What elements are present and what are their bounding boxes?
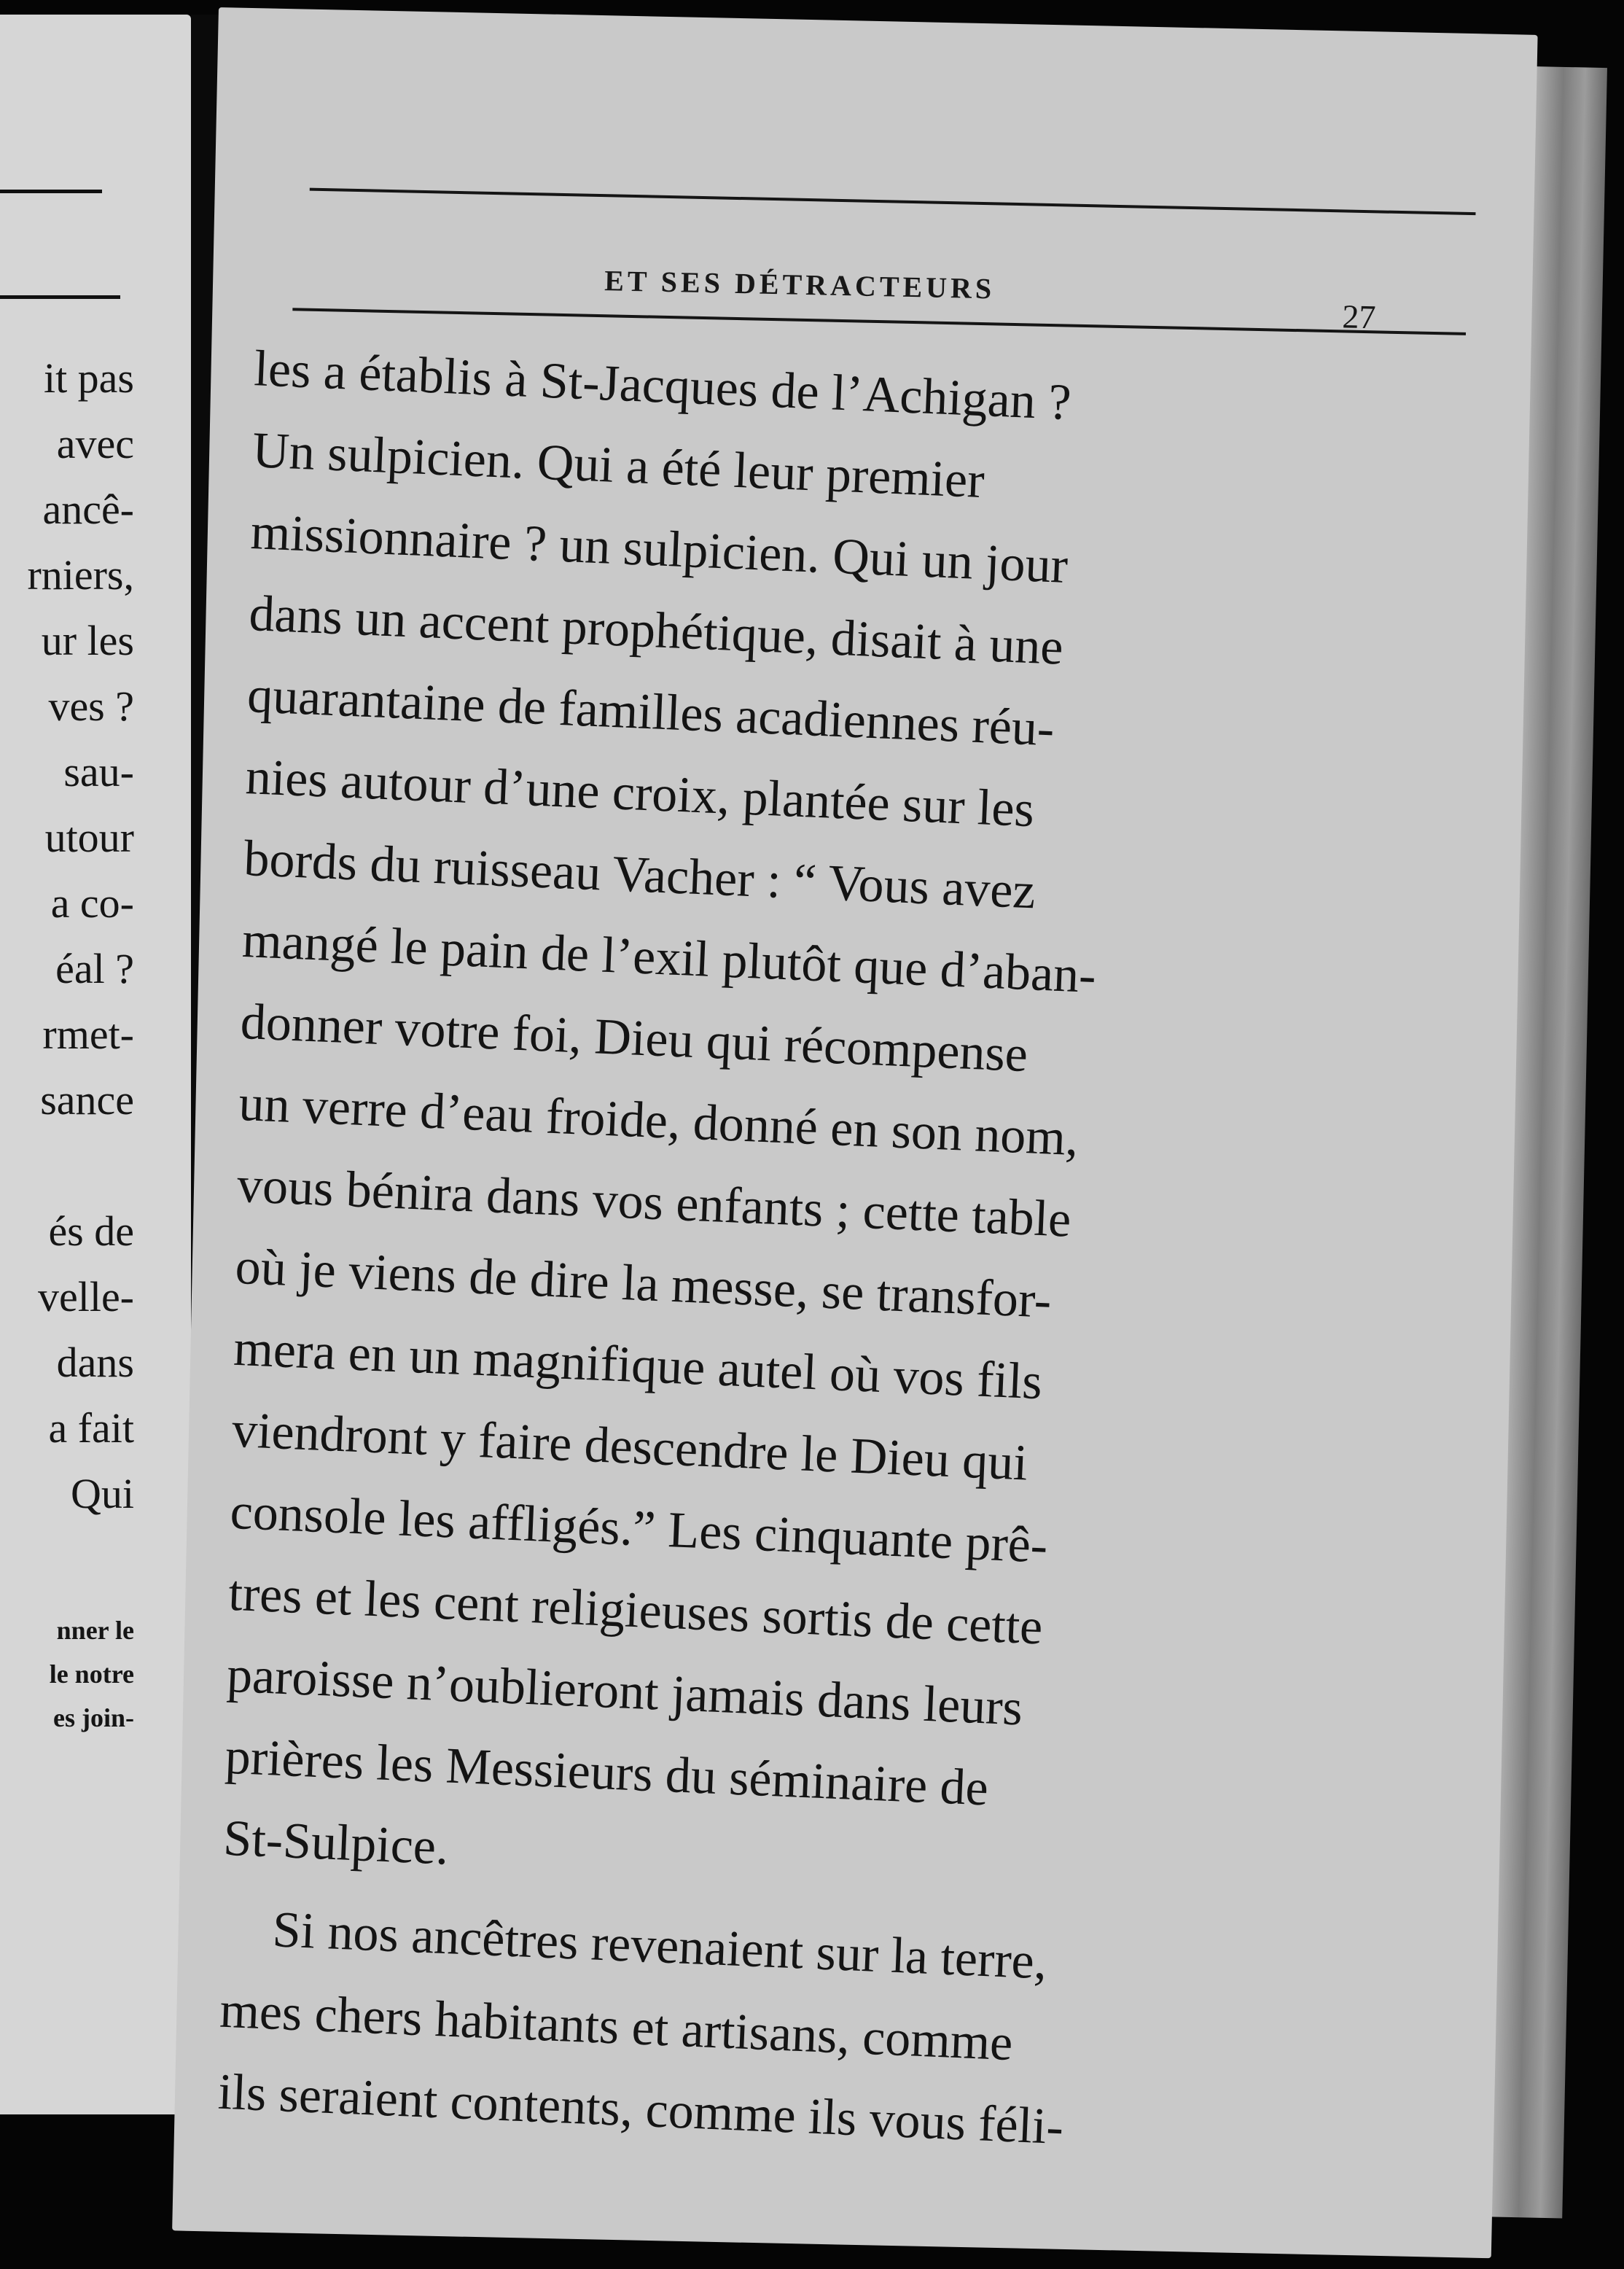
left-page-line: ancê- — [42, 486, 134, 533]
left-page-line: rmet- — [42, 1011, 134, 1058]
body-line: St-Sulpice. — [222, 1810, 450, 1876]
left-page-line: dans — [56, 1339, 134, 1386]
body-line: Un sulpicien. Qui a été leur premier — [251, 422, 986, 510]
running-head-bottom-rule — [292, 308, 1466, 335]
body-line: nies autour d’une croix, plantée sur les — [244, 749, 1036, 838]
left-page-line: utour — [44, 814, 134, 861]
body-line: quarantaine de familles acadiennes réu- — [246, 667, 1055, 758]
body-line: console les affligés.” Les cinquante prê- — [229, 1483, 1049, 1574]
body-line: mangé le pain de l’exil plutôt que d’aban- — [241, 911, 1098, 1004]
left-page-line: Qui — [71, 1470, 134, 1517]
body-line: où je viens de dire la messe, se transfor- — [234, 1238, 1053, 1329]
body-text — [216, 340, 1458, 2156]
body-line: mes chers habitants et artisans, comme — [219, 1982, 1014, 2072]
left-page-line: ur les — [41, 617, 134, 664]
left-page-line: sance — [40, 1076, 134, 1124]
body-line: bords du ruisseau Vacher : “ Vous avez — [243, 830, 1037, 920]
body-line: ils seraient contents, comme ils vous féli- — [216, 2063, 1065, 2156]
left-page-line: és de — [48, 1207, 134, 1255]
page-number: 27 — [1341, 297, 1376, 336]
body-line: donner votre foi, Dieu qui récompense — [239, 993, 1029, 1083]
left-page-line: avec — [56, 420, 134, 467]
left-page — [0, 15, 191, 2114]
body-line: Si nos ancêtres revenaient sur la terre, — [271, 1902, 1048, 1990]
body-line: viendront y faire descendre le Dieu qui — [230, 1401, 1029, 1492]
body-line: paroisse n’oublieront jamais dans leurs — [225, 1646, 1024, 1737]
left-page-line: éal ? — [55, 945, 134, 992]
left-page-line: a fait — [48, 1404, 134, 1452]
left-page-rule — [0, 190, 102, 193]
left-page-line: sau- — [63, 748, 134, 795]
left-page-footnote-line: le notre — [49, 1659, 134, 1689]
left-page-rule — [0, 295, 120, 299]
body-line: mera en un magnifique autel où vos fils — [233, 1320, 1044, 1411]
left-page-line: velle- — [37, 1273, 134, 1320]
left-page-line: a co- — [50, 879, 134, 927]
left-page-footnote-line: es join- — [53, 1703, 134, 1732]
running-head-top-rule — [310, 188, 1476, 216]
left-page-footnote-line: nner le — [56, 1616, 134, 1645]
body-line: les a établis à St-Jacques de l’Achigan ? — [253, 340, 1072, 432]
body-line: un verre d’eau froide, donné en son nom, — [238, 1075, 1080, 1167]
right-page — [172, 7, 1537, 2258]
left-page-line: ves ? — [48, 682, 134, 730]
body-line: prières les Messieurs du séminaire de — [224, 1728, 990, 1817]
left-page-line: rniers, — [27, 551, 134, 599]
body-line: dans un accent prophétique, disait à une — [248, 585, 1065, 676]
left-page-line: it pas — [43, 354, 134, 402]
body-line: tres et les cent religieuses sortis de cette — [227, 1565, 1044, 1656]
body-line: vous bénira dans vos enfants ; cette table — [235, 1156, 1072, 1248]
running-head: ET SES DÉTRACTEURS — [604, 264, 996, 305]
body-line: missionnaire ? un sulpicien. Qui un jour — [249, 504, 1069, 595]
